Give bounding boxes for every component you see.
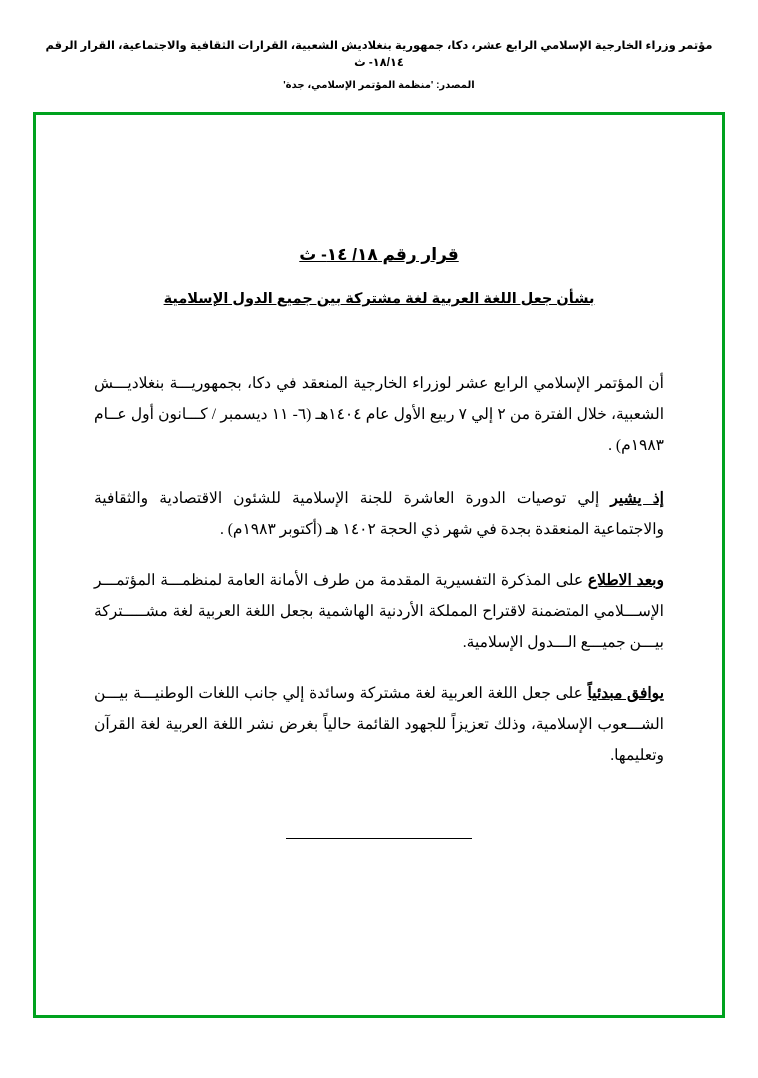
body-block (94, 368, 664, 771)
separator-line (286, 838, 472, 839)
document-header (28, 38, 730, 91)
page-title: قرار رقم ١٨/ ١٤- ث (299, 245, 459, 264)
green-content-frame (33, 112, 725, 1018)
paragraph (94, 565, 664, 658)
paragraph-text: أن المؤتمر الإسلامي الرابع عشر لوزراء الخارجية المنعقد في دكا، بجمهوريـــة بنغلاديـــش الشعبية، خلال الفترة من ٢ إلي ٧ ربيع الأول عام ١٤٠٤هـ (٦- ١١ ديسمبر / كـــانون أول عــام ١٩٨٣م) . (94, 375, 664, 454)
paragraph-text: على جعل اللغة العربية لغة مشتركة وسائدة إلي جانب اللغات الوطنيـــة بيـــن الشـــعوب الإسلامية، وذلك تعزيزاً للجهود القائمة حالياً بغرض نشر اللغة العربية لغة القرآن وتعليمها. (94, 685, 664, 764)
header-source-line: مؤتمر وزراء الخارجية الإسلامي الرابع عشر، دكا، جمهورية بنغلاديش الشعبية، القرارات الثقافية والاجتماعية، القرار الرقم ١٨/١٤- ث (45, 40, 713, 70)
page-title-wrap (94, 245, 664, 265)
header-origin-line: المصدر: 'منظمة المؤتمر الإسلامي، جدة' (283, 79, 475, 91)
paragraph (94, 368, 664, 461)
document-content (36, 115, 722, 847)
paragraph-lead: إذ يشير (610, 490, 664, 507)
paragraph (94, 678, 664, 771)
paragraph (94, 483, 664, 545)
page-subtitle: بشأن جعل اللغة العربية لغة مشتركة بين جميع الدول الإسلامية (163, 291, 595, 307)
paragraph-text: إلي توصيات الدورة العاشرة للجنة الإسلامية للشئون الاقتصادية والثقافية والاجتماعية المنعقدة بجدة في شهر ذي الحجة ١٤٠٢ هـ (أكتوبر ١٩٨٣م) . (94, 490, 664, 538)
paragraph-lead: يوافق مبدئياً (587, 685, 665, 702)
paragraph-text: على المذكرة التفسيرية المقدمة من طرف الأمانة العامة لمنظمـــة المؤتمـــر الإســـلامي المتضمنة لاقتراح المملكة الأردنية الهاشمية بجعل اللغة العربية لغة مشـــــتركة بيـــن جميـــع الـــدول الإسلامية. (94, 572, 664, 651)
separator-line-wrap (94, 829, 664, 847)
title-block (94, 245, 664, 308)
page-subtitle-wrap (94, 265, 664, 308)
paragraph-lead: وبعد الاطلاع (587, 572, 664, 589)
